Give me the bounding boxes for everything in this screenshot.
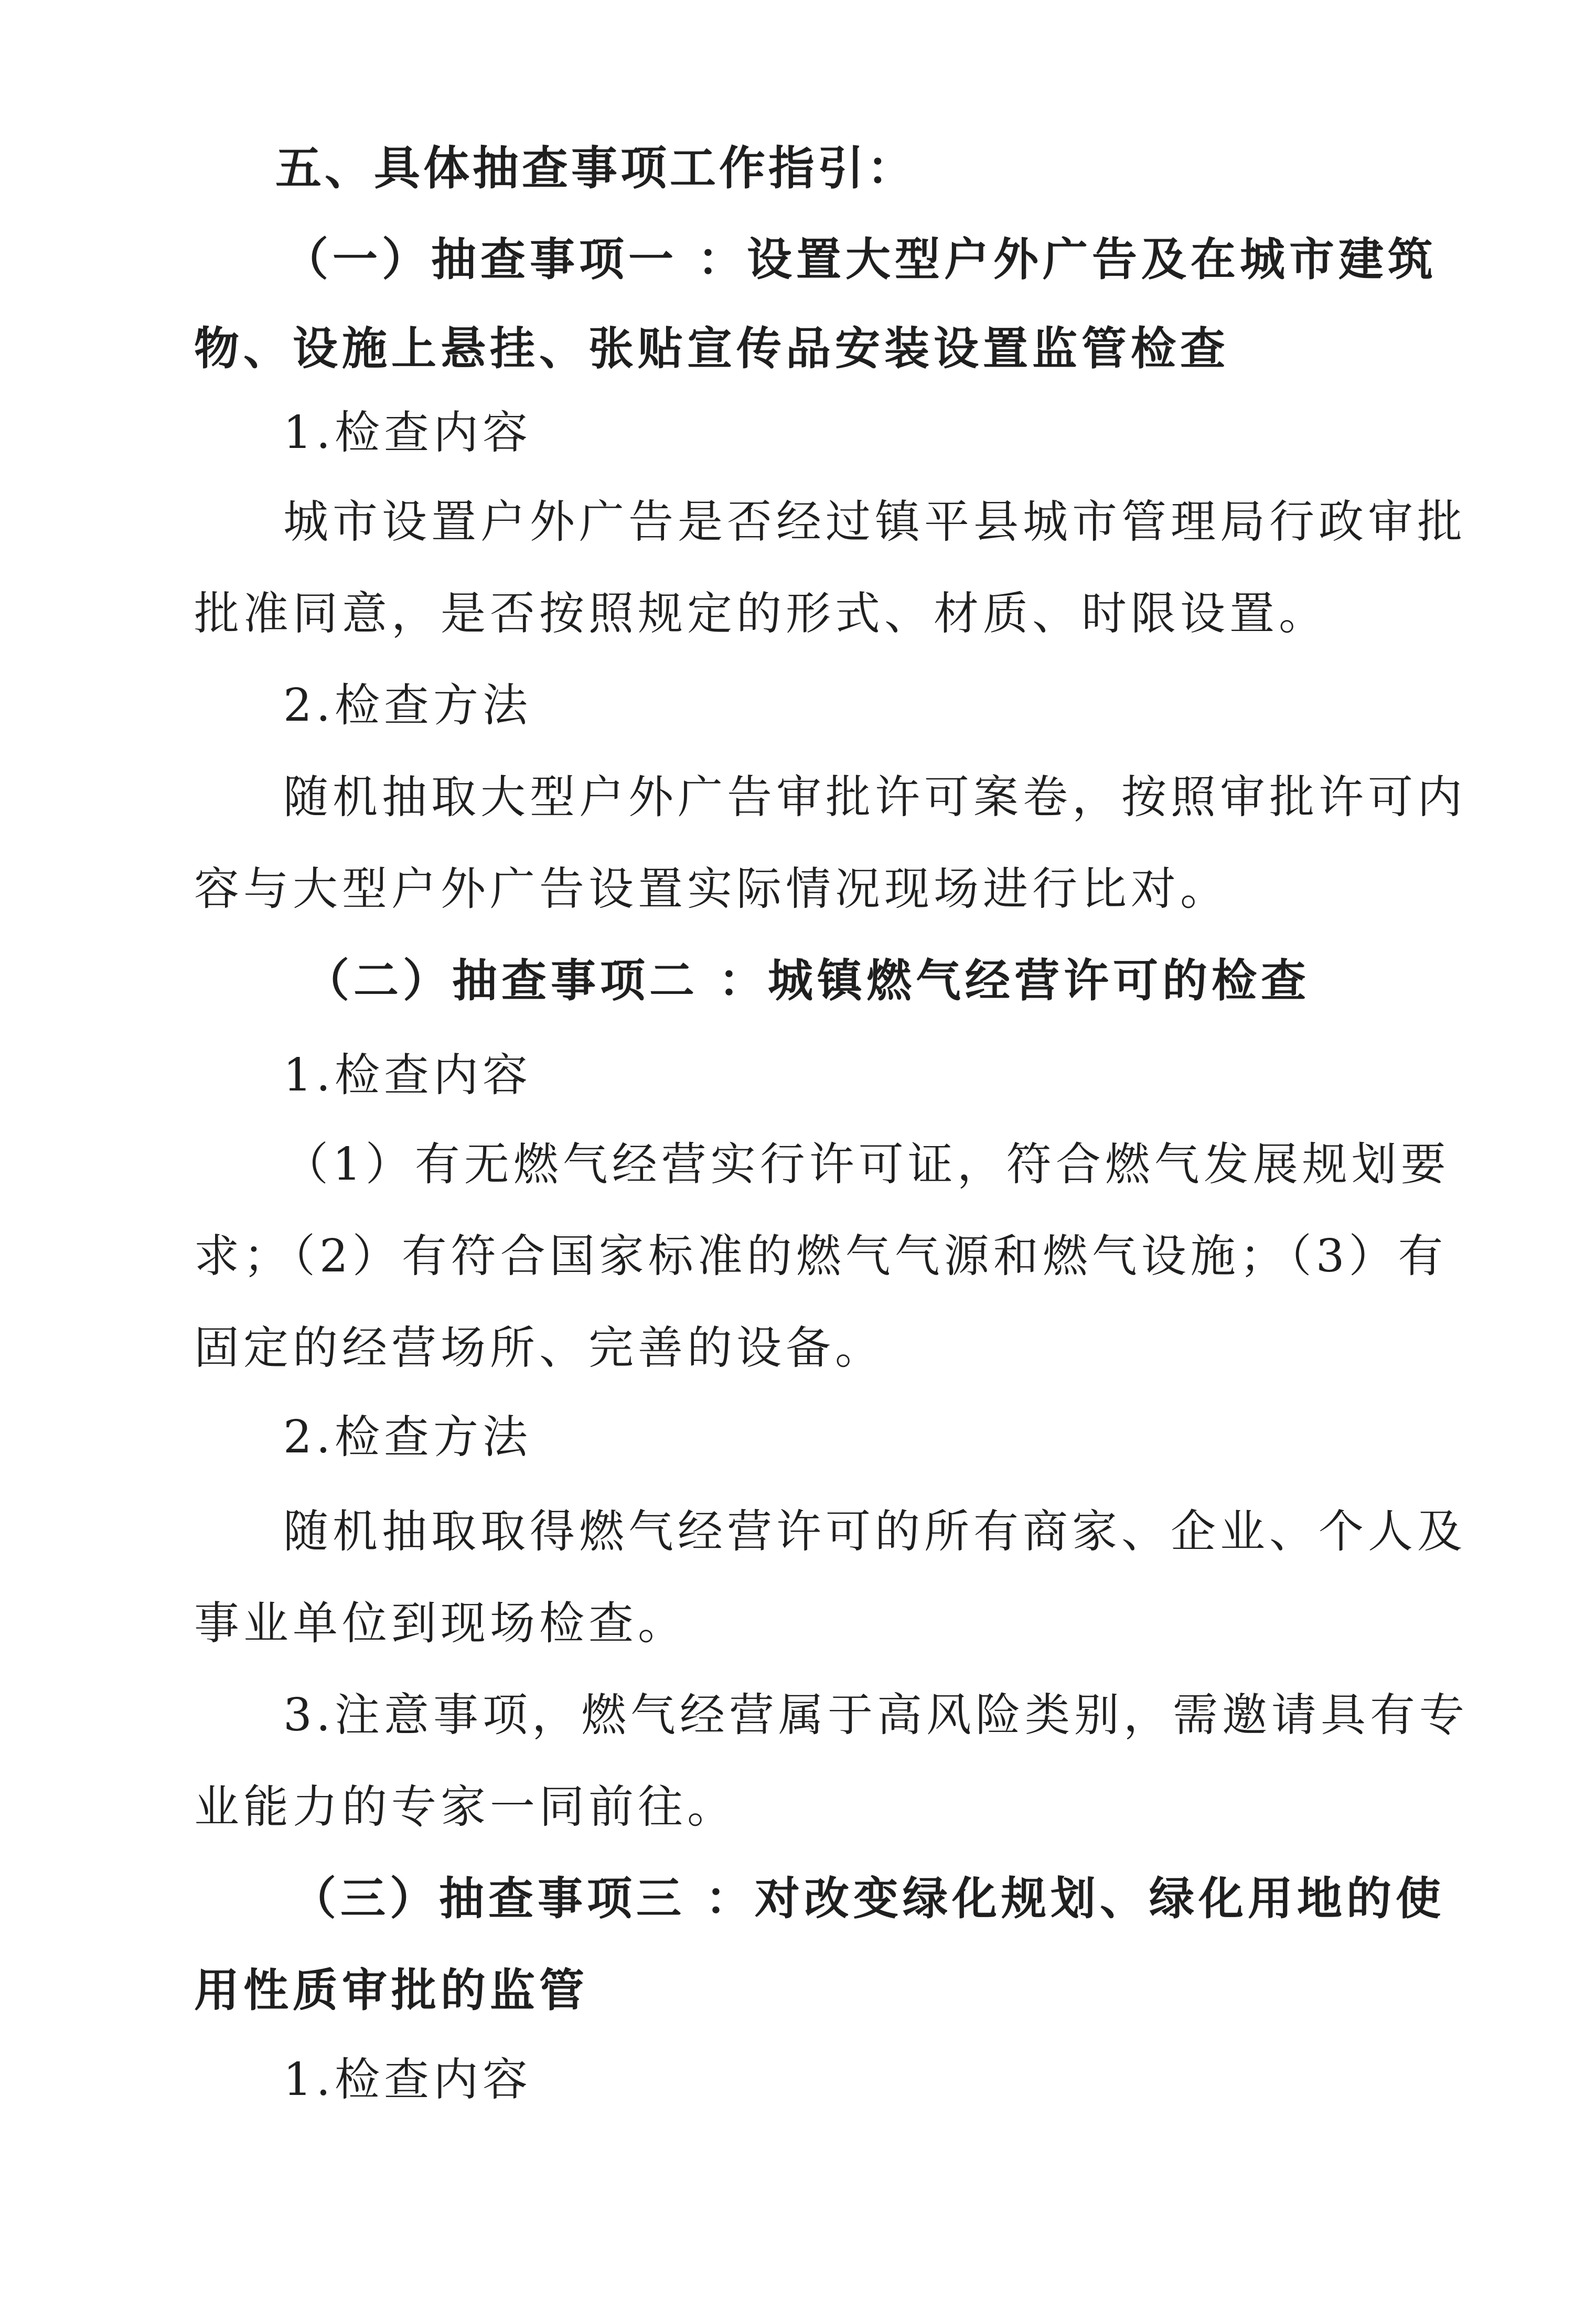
body-text: 随机抽取取得燃气经营许可的所有商家、企业、个人及 [283,1505,1466,1558]
subsection-heading-1: （一）抽查事项一 ：设置大型户外广告及在城市建筑 [283,233,1437,286]
item-heading: 1.检查内容 [283,1049,532,1101]
subsection-heading-3-cont: 用性质审批的监管 [194,1964,588,2017]
item-heading: 2.检查方法 [283,679,532,732]
item-heading: 1.检查内容 [283,407,532,459]
body-text: 容与大型户外广告设置实际情况现场进行比对。 [194,863,1229,915]
section-heading: 五、具体抽查事项工作指引： [275,141,917,195]
subsection-heading-1-cont: 物、设施上悬挂、张贴宣传品安装设置监管检查 [194,322,1229,375]
item-heading: 1.检查内容 [283,2054,532,2106]
body-text: 事业单位到现场检查。 [194,1597,687,1650]
body-text: （1）有无燃气经营实行许可证，符合燃气发展规划要 [283,1138,1450,1191]
item-heading: 2.检查方法 [283,1411,532,1463]
body-text: 业能力的专家一同前往。 [194,1781,736,1833]
subsection-heading-2: （二）抽查事项二 ：城镇燃气经营许可的检查 [304,954,1310,1007]
body-text: 城市设置户外广告是否经过镇平县城市管理局行政审批 [283,496,1466,548]
body-text: 固定的经营场所、完善的设备。 [194,1322,884,1374]
body-text: 求；（2）有符合国家标准的燃气气源和燃气设施；（3）有 [194,1230,1448,1282]
body-text: 随机抽取大型户外广告审批许可案卷，按照审批许可内 [283,771,1466,824]
body-text: 批准同意，是否按照规定的形式、材质、时限设置。 [194,587,1328,640]
subsection-heading-3: （三）抽查事项三 ：对改变绿化规划、绿化用地的使 [291,1872,1445,1925]
body-text: 3.注意事项，燃气经营属于高风险类别，需邀请具有专 [283,1689,1469,1741]
